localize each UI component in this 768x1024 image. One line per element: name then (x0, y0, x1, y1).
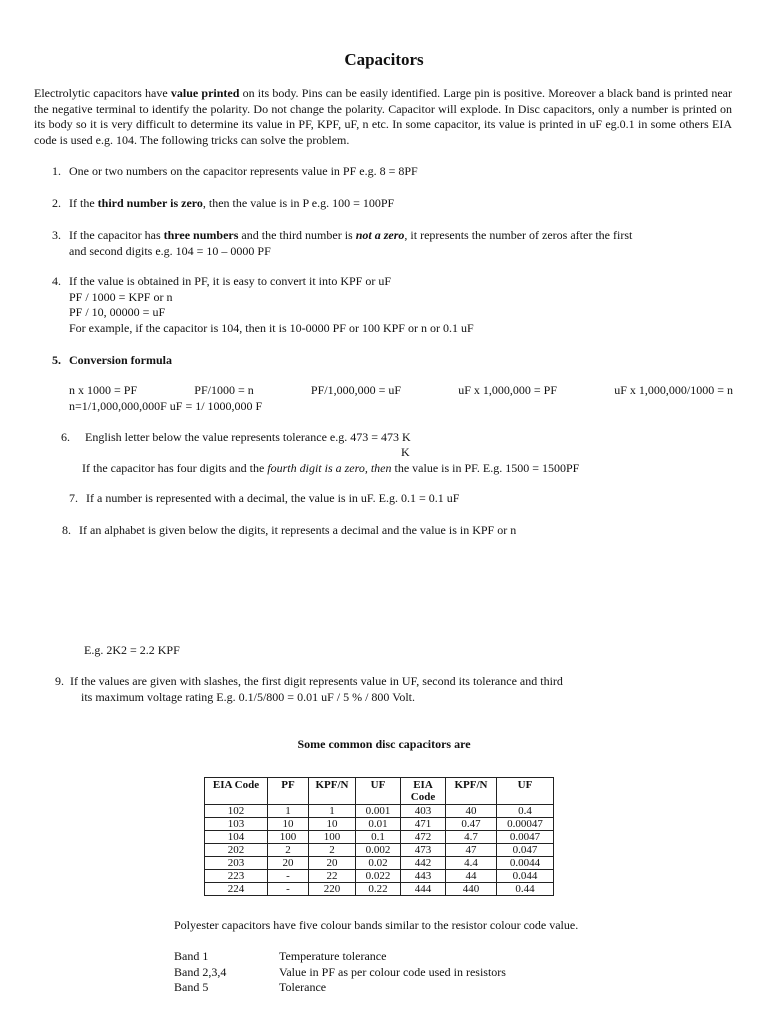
header-eia-code-2: EIA Code (401, 778, 446, 805)
item-text: English letter below the value represents tolerance e.g. 473 = 473 K (85, 430, 411, 444)
list-item-3 (52, 228, 632, 259)
list-item-1 (52, 164, 418, 180)
table-cell: 473 (401, 844, 446, 857)
table-cell: 102 (205, 805, 268, 818)
list-item-2 (52, 196, 394, 212)
table-cell: 0.1 (356, 831, 401, 844)
item-text: If the capacitor has four digits and the (82, 461, 268, 475)
table-cell: 223 (205, 870, 268, 883)
item-text: One or two numbers on the capacitor represents value in PF e.g. 8 = 8PF (69, 164, 418, 178)
item-line-2: PF / 1000 = KPF or n (69, 289, 173, 304)
table-cell: 2 (268, 844, 309, 857)
table-cell: 224 (205, 883, 268, 896)
header-kpf-n: KPF/N (309, 778, 356, 805)
band-label: Band 5 (174, 980, 209, 994)
table-cell: 440 (446, 883, 497, 896)
formula: n x 1000 = PF (69, 383, 138, 397)
item-text: , it represents the number of zeros after the first (404, 228, 633, 242)
table-cell: 100 (309, 831, 356, 844)
table-cell: 20 (309, 857, 356, 870)
formula-line-2: n=1/1,000,000,000F uF = 1/ 1000,000 F (69, 398, 263, 413)
item-text: and the third number is (238, 228, 356, 242)
table-cell: 0.0044 (497, 857, 554, 870)
table-cell: 2 (309, 844, 356, 857)
list-item-4 (52, 274, 474, 336)
table-cell: 0.0047 (497, 831, 554, 844)
table-cell: 104 (205, 831, 268, 844)
table-cell: 472 (401, 831, 446, 844)
item-6-line-2 (82, 461, 579, 477)
list-item-5 (52, 353, 172, 369)
table-cell: 203 (205, 857, 268, 870)
table-cell: 0.4 (497, 805, 554, 818)
table-cell: 40 (446, 805, 497, 818)
item-bold: three numbers (163, 228, 239, 242)
table-title: Some common disc capacitors are (297, 737, 471, 751)
item-text: the value is in PF. E.g. 1500 = 1500PF (391, 461, 580, 475)
table-cell: - (268, 870, 309, 883)
header-uf: UF (356, 778, 401, 805)
table-cell: 10 (268, 818, 309, 831)
intro-text-1: Electrolytic capacitors have (34, 86, 171, 100)
table-cell: 10 (309, 818, 356, 831)
table-row (205, 818, 554, 831)
table-cell: 0.44 (497, 883, 554, 896)
table-cell: 0.002 (356, 844, 401, 857)
table-row (205, 857, 554, 870)
table-cell: 202 (205, 844, 268, 857)
item-line-3: PF / 10, 00000 = uF (69, 305, 166, 319)
table-cell: 0.044 (497, 870, 554, 883)
item-line-2: its maximum voltage rating E.g. 0.1/5/800 = 0.01 uF / 5 % / 800 Volt. (81, 689, 415, 704)
table-cell: 443 (401, 870, 446, 883)
table-cell: 471 (401, 818, 446, 831)
capacitor-table (204, 777, 554, 896)
table-cell: 403 (401, 805, 446, 818)
item-text: , then the value is in P e.g. 100 = 100PF (202, 196, 395, 210)
table-cell: 22 (309, 870, 356, 883)
item-number: 3. (52, 228, 61, 242)
table-cell: 1 (309, 805, 356, 818)
item-number: 1. (52, 164, 61, 178)
conversion-formulas (69, 383, 733, 414)
band-row (174, 949, 506, 965)
table-row (205, 870, 554, 883)
band-desc: Value in PF as per colour code used in resistors (279, 964, 506, 979)
intro-bold: value printed (170, 86, 240, 100)
item-heading: Conversion formula (69, 353, 172, 367)
table-row (205, 805, 554, 818)
item-number: 5. (52, 353, 61, 367)
table-cell: 103 (205, 818, 268, 831)
band-desc: Temperature tolerance (279, 949, 387, 963)
list-item-9 (55, 674, 563, 705)
band-list (174, 949, 506, 996)
formula: PF/1,000,000 = uF (310, 383, 402, 397)
header-pf: PF (268, 778, 309, 805)
band-label: Band 1 (174, 949, 209, 963)
table-cell: 100 (268, 831, 309, 844)
table-cell: 442 (401, 857, 446, 870)
item-line-4: For example, if the capacitor is 104, then it is 10-0000 PF or 100 KPF or n or 0.1 uF (69, 320, 474, 335)
table-cell: 0.47 (446, 818, 497, 831)
table-row (205, 831, 554, 844)
table-cell: 4.7 (446, 831, 497, 844)
item-bold-italic: not a zero (355, 228, 405, 242)
item-number: 9. (55, 674, 64, 688)
band-row (174, 980, 506, 996)
page-title: Capacitors (344, 50, 424, 69)
intro-paragraph (34, 86, 732, 148)
item-bold: third number is zero (97, 196, 203, 210)
band-desc: Tolerance (279, 980, 327, 994)
item-8-example: E.g. 2K2 = 2.2 KPF (84, 643, 180, 657)
item-text: If the value is obtained in PF, it is easy to convert it into KPF or uF (69, 274, 392, 288)
intro-text-2: on its body. Pins can be easily identified. Large pin is positive. Moreover a black band is printed near the negative terminal to identify the polarity. Do not change the polarity. Capacitor will explode. In Disc capacitors, only a number is printed on its body so it is very difficult to determine its value in PF, KPF, uF, n etc. In some capacitor, its value is printed in uF eg.0.1 in some others EIA code is used e.g. 104. The following tricks can solve the problem. (34, 86, 733, 147)
table-cell: 0.00047 (497, 818, 554, 831)
table-cell: 47 (446, 844, 497, 857)
table-cell: - (268, 883, 309, 896)
table-row (205, 844, 554, 857)
table-cell: 0.02 (356, 857, 401, 870)
table-cell: 1 (268, 805, 309, 818)
table-cell: 0.01 (356, 818, 401, 831)
item-number: 2. (52, 196, 61, 210)
item-line-2: and second digits e.g. 104 = 10 – 0000 PF (69, 243, 271, 258)
band-row (174, 965, 506, 981)
table-cell: 220 (309, 883, 356, 896)
table-cell: 444 (401, 883, 446, 896)
tolerance-letter: K (401, 445, 410, 459)
item-text: If a number is represented with a decimal, the value is in uF. E.g. 0.1 = 0.1 uF (86, 491, 460, 505)
item-number: 7. (69, 491, 78, 505)
list-item-7 (69, 491, 459, 507)
item-number: 6. (61, 430, 70, 444)
item-number: 8. (62, 523, 71, 537)
table-cell: 0.047 (497, 844, 554, 857)
item-text: If the capacitor has (69, 228, 164, 242)
table-cell: 4.4 (446, 857, 497, 870)
table-cell: 0.001 (356, 805, 401, 818)
table-row (205, 883, 554, 896)
header-uf-2: UF (497, 778, 554, 805)
band-label: Band 2,3,4 (174, 964, 227, 979)
table-cell: 20 (268, 857, 309, 870)
formula: uF x 1,000,000/1000 = n (614, 383, 733, 397)
formula: PF/1000 = n (194, 383, 254, 397)
list-item-6 (61, 430, 411, 446)
item-text: If the values are given with slashes, the first digit represents value in UF, second its tolerance and third (70, 674, 563, 688)
item-number: 4. (52, 274, 61, 288)
table-cell: 0.022 (356, 870, 401, 883)
table-cell: 44 (446, 870, 497, 883)
list-item-8 (62, 523, 516, 539)
formula: uF x 1,000,000 = PF (458, 383, 558, 397)
header-eia-code: EIA Code (205, 778, 268, 805)
header-kpf-n-2: KPF/N (446, 778, 497, 805)
item-italic: fourth digit is a zero, then (267, 461, 392, 475)
table-cell: 0.22 (356, 883, 401, 896)
polyester-text: Polyester capacitors have five colour bands similar to the resistor colour code value. (174, 918, 579, 932)
table-header-row (205, 778, 554, 805)
item-text: If an alphabet is given below the digits, it represents a decimal and the value is in KPF or n (79, 523, 517, 537)
item-text: If the (69, 196, 98, 210)
